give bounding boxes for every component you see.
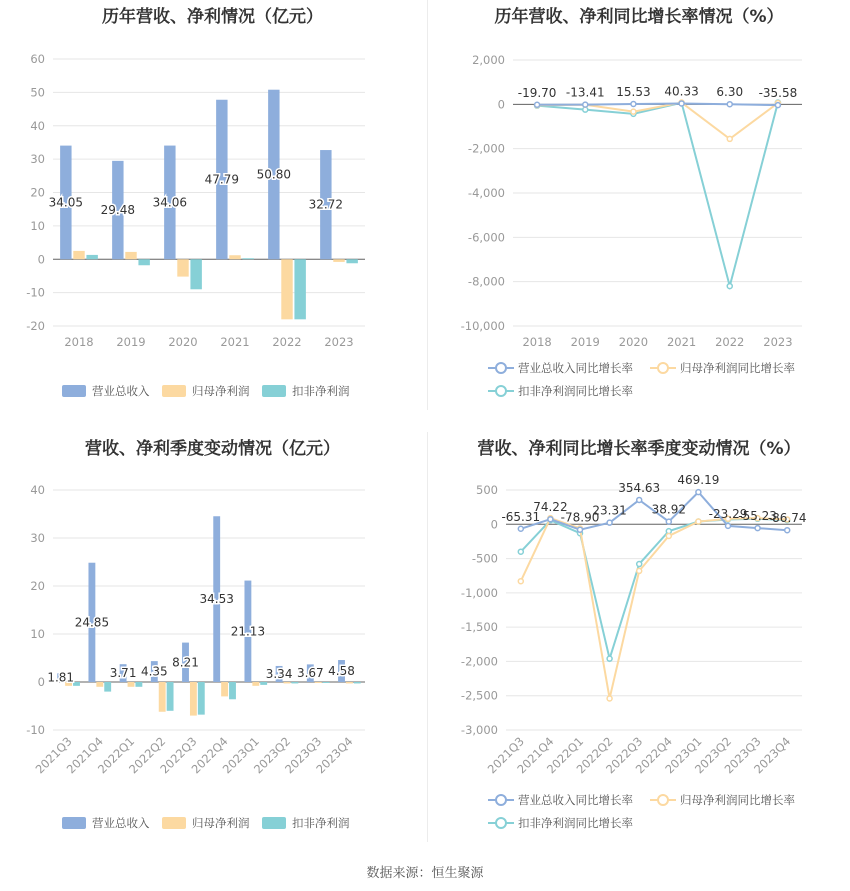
y-tick-label: 0 <box>37 252 45 267</box>
y-tick-label: 0 <box>490 517 498 532</box>
data-point <box>727 284 732 289</box>
data-label: 3.67 <box>296 666 324 681</box>
data-label: 1.81 <box>47 670 75 685</box>
y-tick-label: 10 <box>30 627 45 641</box>
data-point <box>785 528 790 533</box>
data-label: 38.92 <box>651 502 686 517</box>
bar <box>190 682 197 716</box>
bar <box>104 682 111 692</box>
data-label: 354.63 <box>618 480 661 495</box>
quarterly-bar-chart-svg <box>0 432 425 852</box>
data-point <box>631 109 636 114</box>
x-tick-label: 2022Q2 <box>573 734 616 777</box>
data-label: -23.29 <box>708 506 748 521</box>
legend-swatch <box>496 818 506 828</box>
data-point <box>607 696 612 701</box>
x-tick-label: 2021 <box>220 335 250 349</box>
x-tick-label: 2021 <box>666 335 697 349</box>
data-point <box>578 527 583 532</box>
y-tick-label: 40 <box>30 483 45 497</box>
data-label: -65.31 <box>501 509 541 524</box>
data-point <box>696 490 701 495</box>
legend-label: 归母净利润同比增长率 <box>680 361 795 375</box>
legend-label: 归母净利润同比增长率 <box>680 793 795 807</box>
series-line <box>521 519 787 659</box>
legend-label: 扣非净利润 <box>292 816 350 830</box>
y-tick-label: 30 <box>30 531 45 545</box>
legend-label: 营业总收入 <box>92 816 150 830</box>
x-tick-label: 2023 <box>324 335 354 349</box>
bar <box>138 259 149 265</box>
bar <box>125 252 136 259</box>
x-tick-label: 2022Q1 <box>543 734 587 777</box>
annual-bar-chart <box>0 0 425 410</box>
data-point <box>583 102 588 107</box>
legend-label: 营业总收入 <box>92 384 150 398</box>
y-tick-label: -3,000 <box>460 723 498 737</box>
data-label: 21.13 <box>230 624 266 639</box>
bar <box>229 255 240 259</box>
x-tick-label: 2023 <box>763 335 793 349</box>
y-tick-label: 50 <box>30 85 45 100</box>
bar <box>73 251 84 259</box>
legend-swatch <box>658 363 668 373</box>
bar <box>96 682 103 687</box>
bar <box>252 682 259 686</box>
data-label: 34.53 <box>199 592 234 607</box>
data-label: 34.05 <box>48 195 84 210</box>
x-tick-label: 2022Q2 <box>126 734 169 777</box>
quarterly-growth-line-chart <box>428 432 850 852</box>
legend-label: 扣非净利润同比增长率 <box>518 816 633 830</box>
legend-swatch <box>262 385 286 397</box>
data-label: 40.33 <box>664 84 699 99</box>
bar <box>167 682 174 711</box>
x-tick-label: 2023Q2 <box>691 734 735 777</box>
bar <box>260 682 267 685</box>
y-tick-label: 20 <box>30 185 45 200</box>
y-tick-label: 60 <box>30 52 45 66</box>
legend-label: 扣非净利润同比增长率 <box>518 384 633 398</box>
y-tick-label: -500 <box>471 551 498 566</box>
bar <box>333 259 344 262</box>
data-source: 数据来源：恒生聚源 <box>366 866 484 881</box>
data-label: 4.58 <box>328 664 355 679</box>
data-point <box>727 136 732 141</box>
legend-swatch <box>658 795 668 805</box>
y-tick-label: -2,000 <box>460 654 498 669</box>
data-label: 15.53 <box>616 84 651 99</box>
x-tick-label: 2020 <box>618 335 649 349</box>
data-point <box>727 102 732 107</box>
chart-title: 营收、净利季度变动情况（亿元） <box>85 439 340 459</box>
x-tick-label: 2019 <box>116 335 146 349</box>
bar <box>73 682 80 686</box>
x-tick-label: 2022 <box>272 335 302 349</box>
data-label: 50.80 <box>256 167 292 182</box>
quarterly-bar-chart <box>0 432 425 852</box>
x-tick-label: 2021Q4 <box>63 734 106 777</box>
bar <box>323 682 330 683</box>
bar <box>221 682 228 696</box>
bar <box>198 682 205 715</box>
x-tick-label: 2023Q3 <box>282 734 325 777</box>
x-tick-label: 2022 <box>715 335 745 349</box>
chart-title: 营收、净利同比增长率季度变动情况（%） <box>477 439 801 459</box>
data-label: 32.72 <box>308 197 344 212</box>
x-tick-label: 2022Q3 <box>157 734 200 777</box>
y-tick-label: -6,000 <box>467 230 505 245</box>
data-point <box>726 523 731 528</box>
bar <box>128 682 135 687</box>
series-line <box>521 518 787 698</box>
x-tick-label: 2023Q2 <box>250 734 294 777</box>
x-tick-label: 2021Q3 <box>484 734 527 777</box>
legend-swatch <box>62 817 86 829</box>
data-point <box>679 101 684 106</box>
y-tick-label: 10 <box>30 218 45 233</box>
annual-growth-line-chart-svg <box>428 0 850 410</box>
data-point <box>666 519 671 524</box>
y-tick-label: -2,000 <box>467 141 505 156</box>
data-label: -13.41 <box>565 85 605 100</box>
y-tick-label: 40 <box>30 118 45 133</box>
data-point <box>518 549 523 554</box>
data-label: -86.74 <box>767 511 807 526</box>
y-tick-label: -1,000 <box>460 585 498 600</box>
x-tick-label: 2022Q1 <box>94 734 138 777</box>
legend-swatch <box>62 385 86 397</box>
bar <box>291 682 298 683</box>
y-tick-label: -1,500 <box>460 620 498 635</box>
quarterly-growth-line-chart-svg <box>428 432 850 852</box>
data-label: 74.22 <box>533 500 568 515</box>
chart-title: 历年营收、净利同比增长率情况（%） <box>494 7 784 27</box>
annual-growth-line-chart <box>428 0 850 410</box>
data-label: 8.21 <box>172 655 199 670</box>
y-tick-label: -2,500 <box>460 688 498 703</box>
y-tick-label: 500 <box>476 483 498 497</box>
bar <box>346 682 353 683</box>
y-tick-label: -10 <box>26 723 45 737</box>
data-point <box>696 519 701 524</box>
data-label: 6.30 <box>716 85 744 100</box>
bar <box>294 259 305 319</box>
data-label: -19.70 <box>517 85 557 100</box>
data-label: 24.85 <box>74 615 110 630</box>
data-point <box>775 103 780 108</box>
legend-label: 营业总收入同比增长率 <box>518 361 633 375</box>
y-tick-label: -8,000 <box>467 274 505 289</box>
x-tick-label: 2021Q4 <box>514 734 557 777</box>
y-tick-label: 0 <box>37 675 45 689</box>
x-tick-label: 2022Q4 <box>632 734 675 777</box>
x-tick-label: 2020 <box>168 335 198 349</box>
series-line <box>537 103 778 105</box>
bar <box>86 255 97 259</box>
x-tick-label: 2023Q4 <box>751 734 794 777</box>
data-label: -35.58 <box>758 86 798 101</box>
bar <box>159 682 166 712</box>
bar <box>346 259 357 263</box>
data-label: -78.90 <box>560 510 600 525</box>
bar <box>229 682 236 699</box>
x-tick-label: 2022Q4 <box>188 734 231 777</box>
data-label: 29.48 <box>100 203 136 218</box>
bar <box>242 258 253 259</box>
data-point <box>518 526 523 531</box>
bar <box>190 259 201 289</box>
data-label: 23.31 <box>592 503 627 518</box>
data-label: 3.34 <box>265 666 293 681</box>
data-point <box>607 656 612 661</box>
y-tick-label: 30 <box>30 152 45 167</box>
data-point <box>755 526 760 531</box>
legend-swatch <box>162 385 186 397</box>
legend-label: 归母净利润 <box>192 384 250 398</box>
data-point <box>637 497 642 502</box>
data-point <box>637 562 642 567</box>
y-tick-label: -10 <box>26 285 45 300</box>
bar <box>315 682 322 683</box>
data-label: 3.71 <box>109 666 137 681</box>
x-tick-label: 2023Q3 <box>721 734 764 777</box>
legend-label: 归母净利润 <box>192 816 250 830</box>
bar <box>354 682 361 683</box>
annual-bar-chart-svg <box>0 0 425 410</box>
y-tick-label: 0 <box>497 97 505 112</box>
bar <box>281 259 292 319</box>
legend-swatch <box>496 795 506 805</box>
x-tick-label: 2023Q1 <box>662 734 705 777</box>
data-label: 4.35 <box>140 664 168 679</box>
y-tick-label: 2,000 <box>472 53 505 67</box>
data-point <box>607 520 612 525</box>
x-tick-label: 2018 <box>64 335 94 349</box>
legend-swatch <box>496 386 506 396</box>
y-tick-label: -20 <box>26 319 45 333</box>
x-tick-label: 2021Q3 <box>32 734 75 777</box>
data-label: 469.19 <box>677 473 720 488</box>
y-tick-label: -4,000 <box>467 186 505 200</box>
legend-label: 营业总收入同比增长率 <box>518 793 633 807</box>
bar <box>284 682 291 683</box>
legend-swatch <box>262 817 286 829</box>
y-tick-label: -10,000 <box>460 319 505 333</box>
legend-swatch <box>496 363 506 373</box>
x-tick-label: 2022Q3 <box>603 734 646 777</box>
legend-swatch <box>162 817 186 829</box>
bar <box>135 682 142 687</box>
y-tick-label: 20 <box>30 579 45 593</box>
data-point <box>631 101 636 106</box>
bar <box>177 259 188 276</box>
data-label: -55.23 <box>738 509 777 524</box>
data-point <box>535 102 540 107</box>
x-tick-label: 2023Q1 <box>219 734 262 777</box>
x-tick-label: 2018 <box>522 335 552 349</box>
data-point <box>637 568 642 573</box>
data-label: 34.06 <box>152 195 188 210</box>
legend-label: 扣非净利润 <box>292 384 350 398</box>
chart-title: 历年营收、净利情况（亿元） <box>102 7 323 27</box>
data-point <box>548 517 553 522</box>
data-point <box>518 579 523 584</box>
data-point <box>666 533 671 538</box>
data-label: 47.79 <box>204 172 240 187</box>
x-tick-label: 2019 <box>570 335 600 349</box>
x-tick-label: 2023Q4 <box>313 734 356 777</box>
